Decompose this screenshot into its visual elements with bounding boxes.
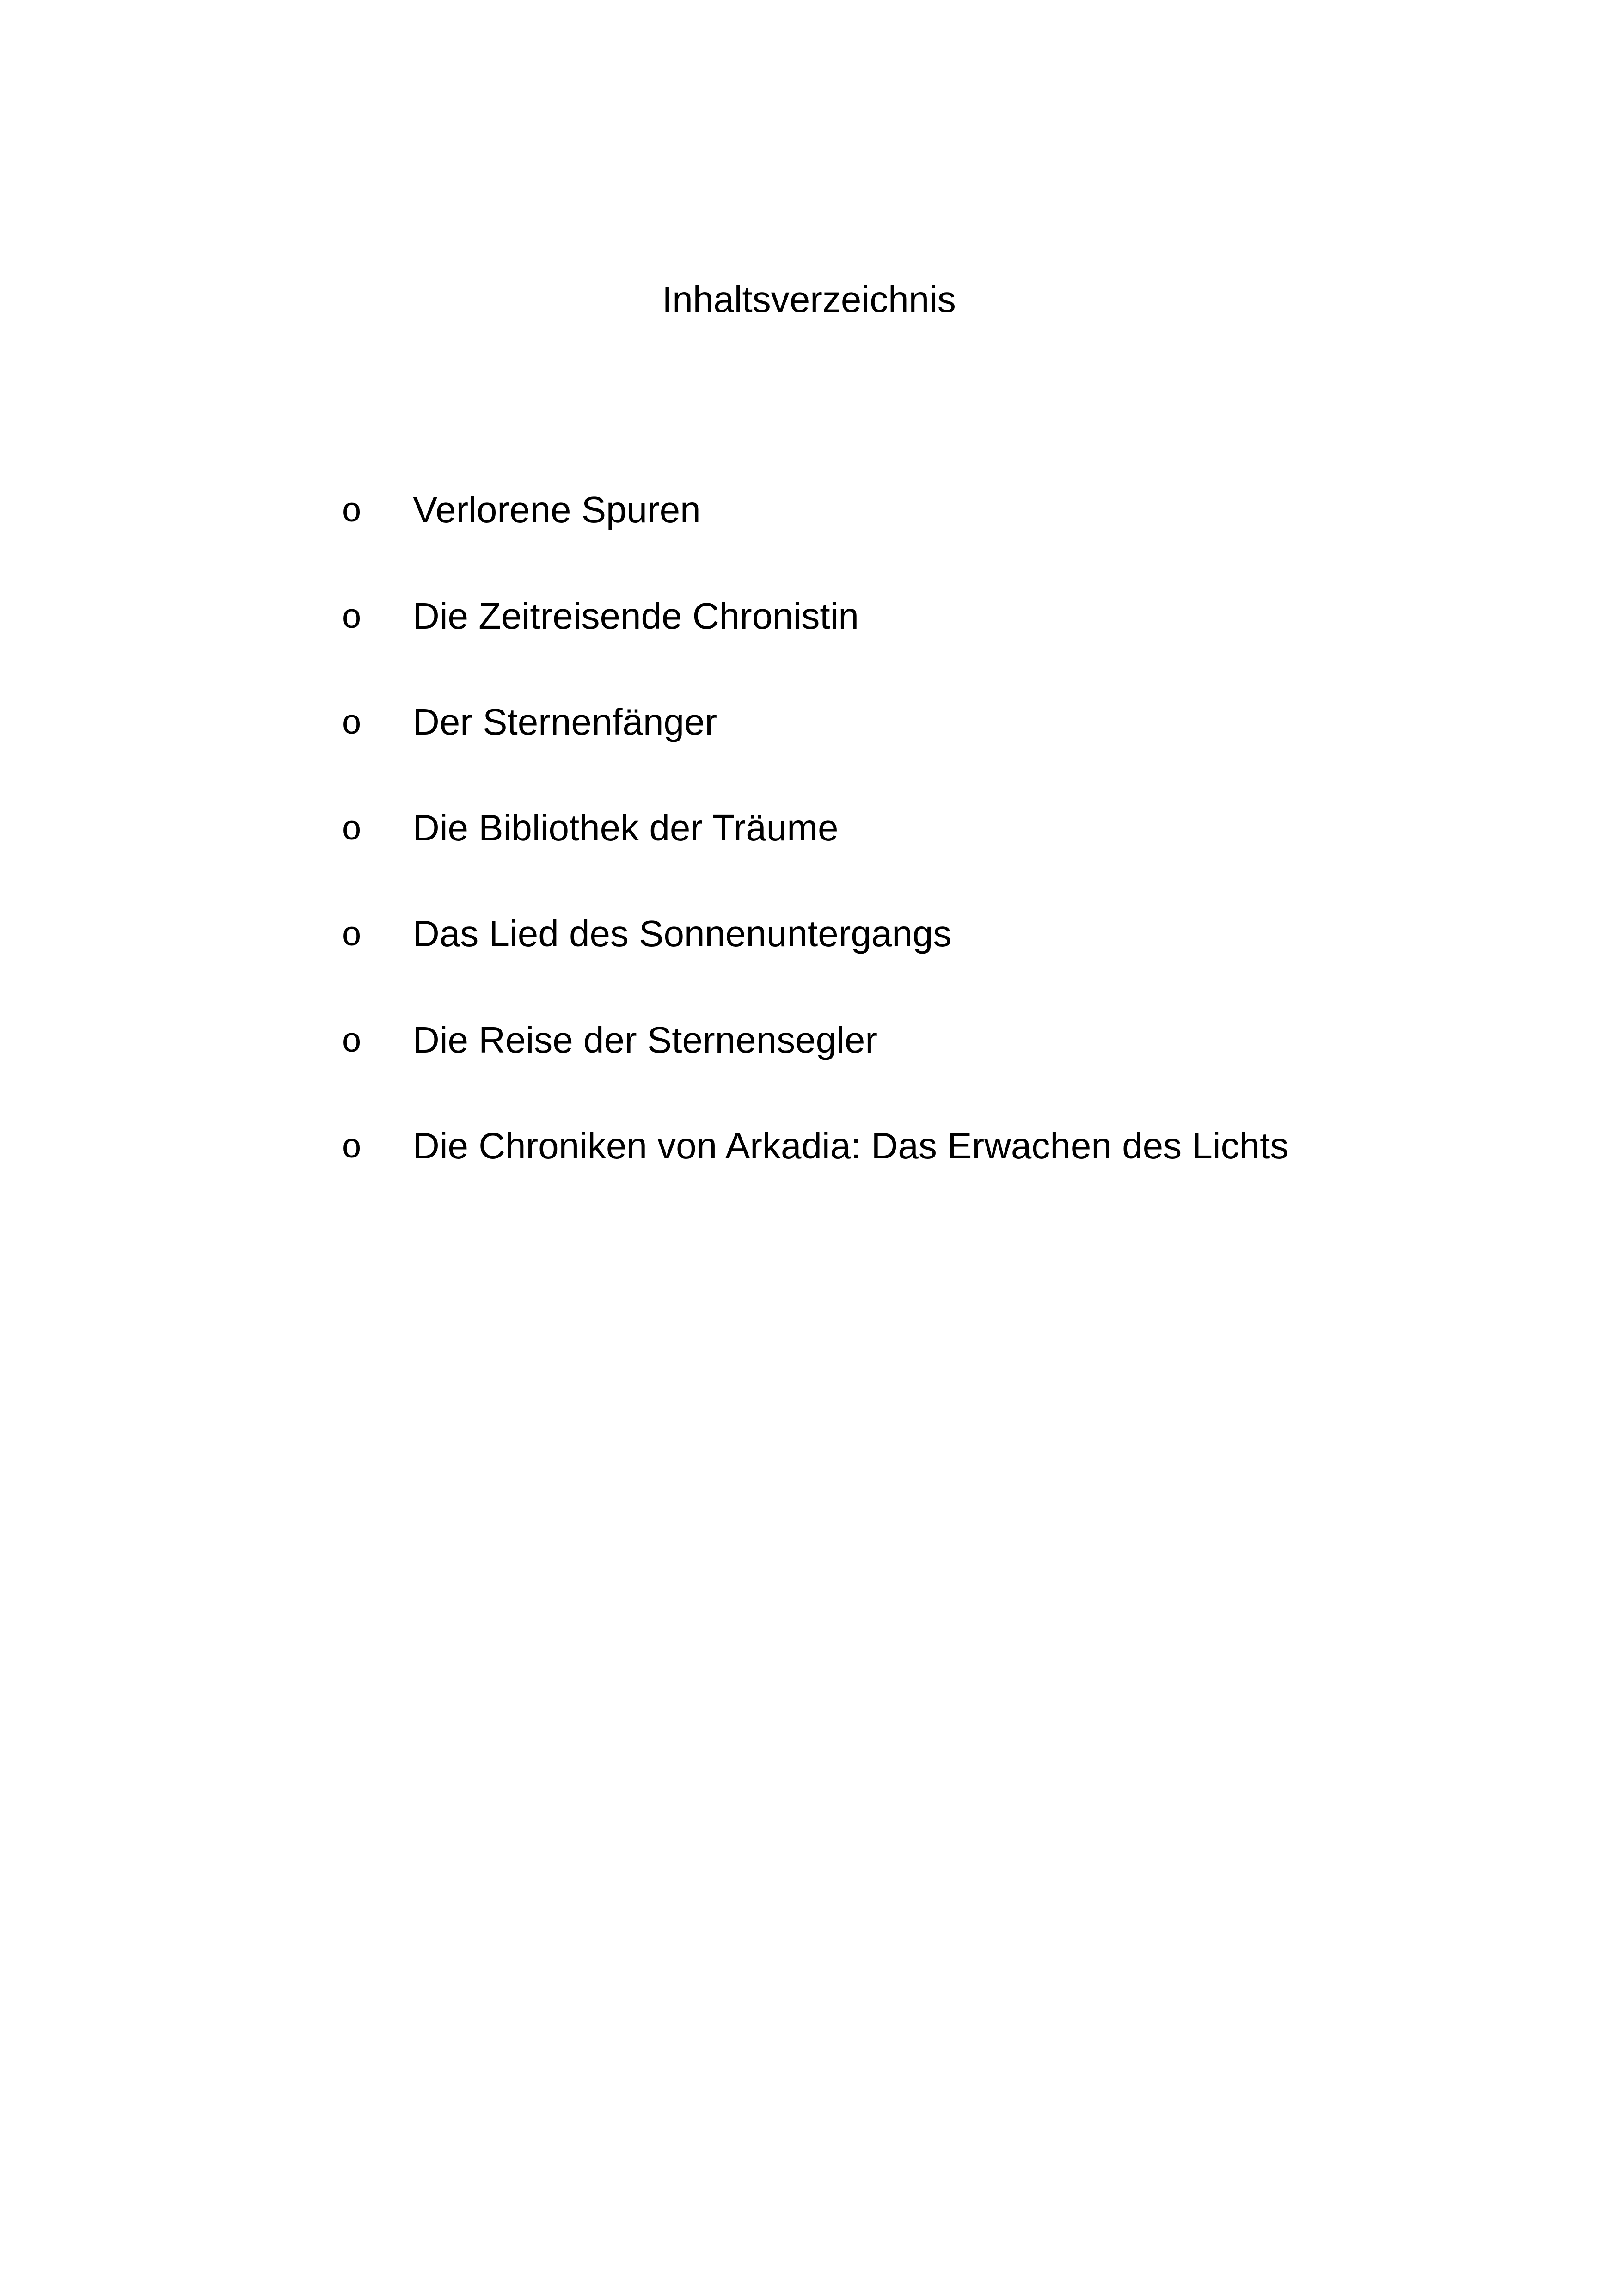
- bullet-icon: o: [342, 703, 362, 741]
- list-item: [0, 1118, 1618, 1174]
- bullet-icon: o: [342, 808, 362, 847]
- bullet-icon: o: [342, 1021, 362, 1059]
- list-item: [0, 588, 1618, 644]
- toc-entry-text: Die Chroniken von Arkadia: Das Erwachen des Lichts: [413, 1125, 1289, 1166]
- list-item: [0, 694, 1618, 750]
- toc-entry-text: Die Reise der Sternensegler: [413, 1019, 877, 1060]
- list-item: [0, 1012, 1618, 1068]
- list-item: [0, 800, 1618, 856]
- toc-entry-text: Der Sternenfänger: [413, 701, 717, 742]
- bullet-icon: o: [342, 914, 362, 953]
- toc-entry-text: Das Lied des Sonnenuntergangs: [413, 913, 952, 954]
- list-item: [0, 482, 1618, 538]
- page-title: Inhaltsverzeichnis: [662, 279, 956, 320]
- list-item: [0, 906, 1618, 961]
- toc-entry-text: Die Bibliothek der Träume: [413, 807, 839, 848]
- bullet-icon: o: [342, 1127, 362, 1165]
- toc-entry-text: Verlorene Spuren: [413, 489, 701, 530]
- bullet-icon: o: [342, 597, 362, 635]
- toc-entry-text: Die Zeitreisende Chronistin: [413, 595, 859, 637]
- bullet-icon: o: [342, 490, 362, 529]
